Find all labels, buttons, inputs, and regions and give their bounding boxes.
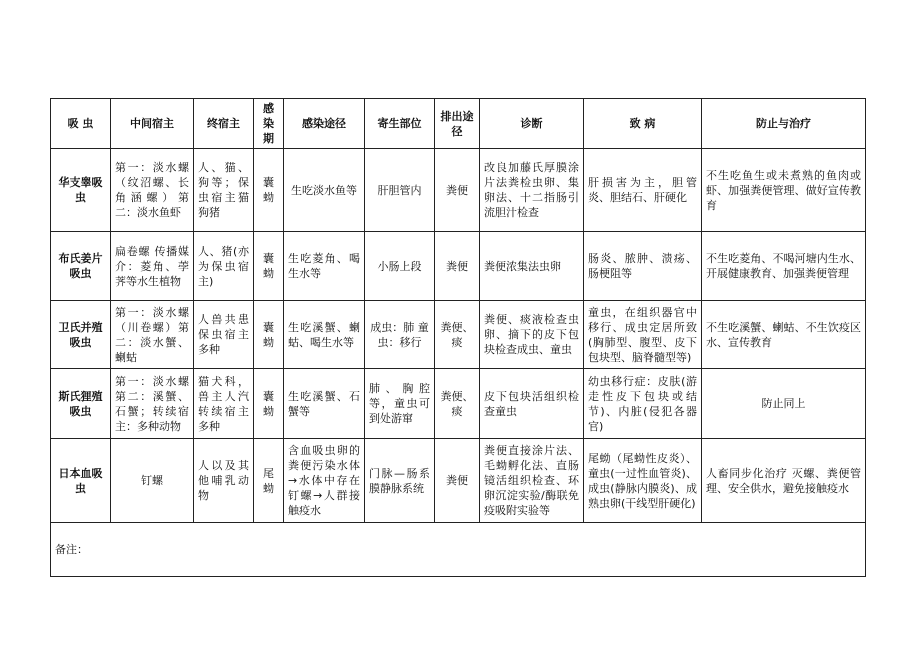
diagnosis: 改良加藤氏厚膜涂片法粪检虫卵、集卵法、十二指肠引流胆汁检查: [480, 149, 584, 232]
pathogenesis: 肠炎、脓肿、溃疡、肠梗阻等: [584, 232, 702, 301]
table-row: [51, 149, 866, 232]
pathogenesis: 童虫，在组织器官中移行、成虫定居所致(胸肺型、腹型、皮下包块型、脑脊髓型等): [584, 301, 702, 369]
parasitic-site: 成虫：肺 童虫：移行: [365, 301, 435, 369]
infective-stage: 囊蚴: [254, 149, 284, 232]
intermediate-host: 钉螺: [111, 439, 194, 523]
prevention-treatment: 人畜同步化治疗 灭螺、粪便管理、安全供水，避免接触疫水: [702, 439, 866, 523]
infection-route: 生吃溪蟹、蝲蛄、喝生水等: [284, 301, 365, 369]
excretion-route: 粪便: [435, 439, 480, 523]
infective-stage: 囊蚴: [254, 232, 284, 301]
header-cell: 防止与治疗: [702, 99, 866, 149]
excretion-route: 粪便、痰: [435, 301, 480, 369]
infection-route: 生吃淡水鱼等: [284, 149, 365, 232]
prevention-treatment: 不生吃鱼生或未煮熟的鱼肉或虾、加强粪便管理、做好宣传教育: [702, 149, 866, 232]
diagnosis: 皮下包块活组织检查童虫: [480, 369, 584, 439]
notes-row: [51, 523, 866, 577]
notes-label: 备注：: [51, 523, 866, 577]
header-cell: 诊断: [480, 99, 584, 149]
header-cell: 中间宿主: [111, 99, 194, 149]
parasite-name: 日本血吸虫: [51, 439, 111, 523]
intermediate-host: 扁卷螺 传播媒介：菱角、荸荠等水生植物: [111, 232, 194, 301]
infective-stage: 囊蚴: [254, 369, 284, 439]
prevention-treatment: 不生吃菱角、不喝河塘内生水、开展健康教育、加强粪便管理: [702, 232, 866, 301]
header-cell: 致 病: [584, 99, 702, 149]
table-row: [51, 439, 866, 523]
diagnosis: 粪便浓集法虫卵: [480, 232, 584, 301]
excretion-route: 粪便: [435, 149, 480, 232]
infection-route: 生吃菱角、喝生水等: [284, 232, 365, 301]
diagnosis: 粪便直接涂片法、毛蚴孵化法、直肠镜活组织检查、环卵沉淀实验/酶联免疫吸附实验等: [480, 439, 584, 523]
infection-route: 生吃溪蟹、石蟹等: [284, 369, 365, 439]
intermediate-host: 第一：淡水螺 第二：溪蟹、石蟹；转续宿主：多种动物: [111, 369, 194, 439]
table-row: [51, 301, 866, 369]
definitive-host: 人、猫、狗等；保虫宿主猫狗猪: [194, 149, 254, 232]
parasitic-site: 肝胆管内: [365, 149, 435, 232]
definitive-host: 人兽共患保虫宿主多种: [194, 301, 254, 369]
infective-stage: 囊蚴: [254, 301, 284, 369]
intermediate-host: 第一：淡水螺（纹沼螺、长角涵螺）第二：淡水鱼虾: [111, 149, 194, 232]
table-row: [51, 232, 866, 301]
intermediate-host: 第一：淡水螺（川卷螺）第二：淡水蟹、蝲蛄: [111, 301, 194, 369]
diagnosis: 粪便、痰液检查虫卵、摘下的皮下包块检查成虫、童虫: [480, 301, 584, 369]
header-cell: 感染期: [254, 99, 284, 149]
table-row: [51, 369, 866, 439]
header-cell: 排出途径: [435, 99, 480, 149]
pathogenesis: 尾蚴（尾蚴性皮炎）、童虫(一过性血管炎)、成虫(静脉内膜炎)、成熟虫卵(干线型肝硬化): [584, 439, 702, 523]
infection-route: 含血吸虫卵的粪便污染水体→水体中存在钉螺→人群接触疫水: [284, 439, 365, 523]
prevention-treatment: 防止同上: [702, 369, 866, 439]
pathogenesis: 肝损害为主，胆管炎、胆结石、肝硬化: [584, 149, 702, 232]
schistosome-table: [50, 98, 866, 577]
definitive-host: 猫犬科，兽主人汽转续宿主多种: [194, 369, 254, 439]
parasite-name: 布氏姜片吸虫: [51, 232, 111, 301]
parasitic-site: 小肠上段: [365, 232, 435, 301]
header-cell: 感染途径: [284, 99, 365, 149]
table-header-row: [51, 99, 866, 149]
infective-stage: 尾蚴: [254, 439, 284, 523]
parasite-name: 斯氏狸殖吸虫: [51, 369, 111, 439]
parasitic-site: 肺、胸腔等，童虫可到处游窜: [365, 369, 435, 439]
header-cell: 吸 虫: [51, 99, 111, 149]
parasite-name: 卫氏并殖吸虫: [51, 301, 111, 369]
header-cell: 终宿主: [194, 99, 254, 149]
excretion-route: 粪便、痰: [435, 369, 480, 439]
parasite-name: 华支睾吸虫: [51, 149, 111, 232]
pathogenesis: 幼虫移行症：皮肤(游走性皮下包块或结节)、内脏(侵犯各器官): [584, 369, 702, 439]
prevention-treatment: 不生吃溪蟹、蝲蛄、不生饮疫区水、宣传教育: [702, 301, 866, 369]
definitive-host: 人、猪(亦为保虫宿主): [194, 232, 254, 301]
excretion-route: 粪便: [435, 232, 480, 301]
header-cell: 寄生部位: [365, 99, 435, 149]
definitive-host: 人以及其他哺乳动物: [194, 439, 254, 523]
parasitic-site: 门脉—肠系膜静脉系统: [365, 439, 435, 523]
